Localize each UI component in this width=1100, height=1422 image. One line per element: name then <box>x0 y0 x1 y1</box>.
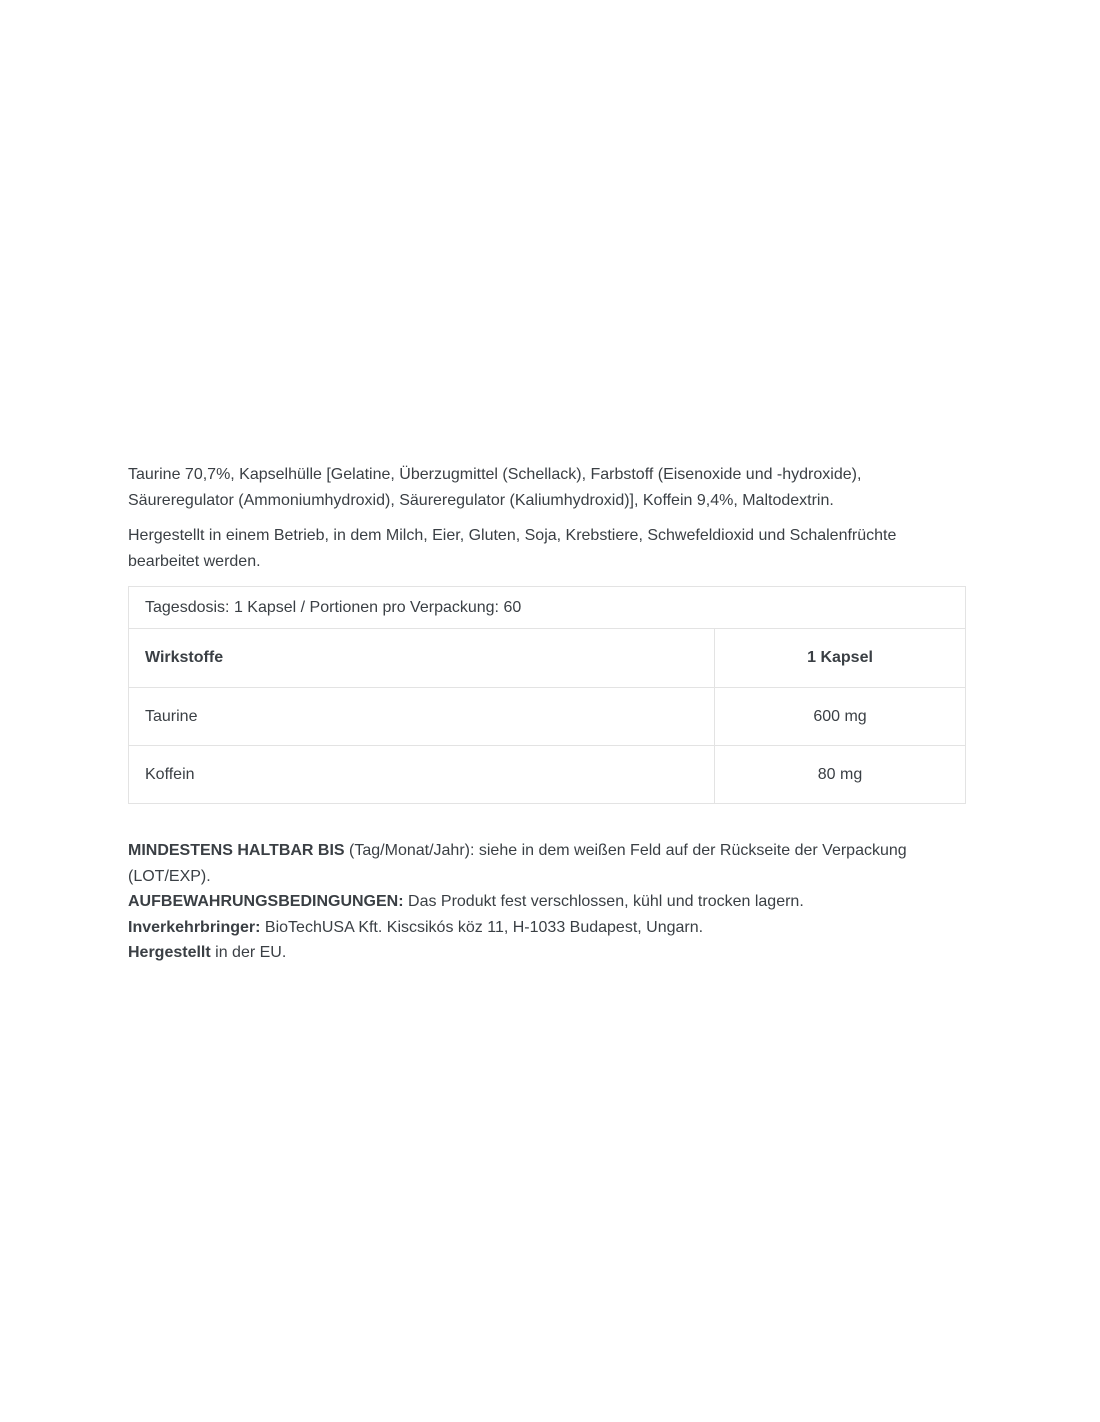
made-in-line <box>128 940 966 966</box>
nutrition-table <box>128 586 966 804</box>
product-info-section <box>128 462 966 966</box>
dose-row <box>129 587 966 629</box>
header-wirkstoffe: Wirkstoffe <box>129 629 715 688</box>
best-before-label: MINDESTENS HALTBAR BIS <box>128 842 345 859</box>
ingredients-text: Taurine 70,7%, Kapselhülle [Gelatine, Überzugmittel (Schellack), Farbstoff (Eisenoxide und -hydroxide), Säureregulator (Ammoniumhydroxid), Säureregulator (Kaliumhydroxid)], Koffein 9,4%, Maltodextrin. <box>128 466 862 509</box>
best-before-line <box>128 838 966 889</box>
table-header-row <box>129 629 966 688</box>
dose-line: Tagesdosis: 1 Kapsel / Portionen pro Verpackung: 60 <box>129 587 966 629</box>
best-before-text: (Tag/Monat/Jahr): siehe in dem weißen Feld auf der Rückseite der Verpackung (LOT/EXP). <box>128 842 907 885</box>
made-text: in der EU. <box>210 944 287 962</box>
distributor-line <box>128 915 966 941</box>
distributor-text: BioTechUSA Kft. Kiscsikós köz 11, H-1033 Budapest, Ungarn. <box>260 918 704 936</box>
made-label: Hergestellt <box>128 944 211 962</box>
row-name: Koffein <box>129 746 715 804</box>
row-name: Taurine <box>129 688 715 746</box>
storage-line <box>128 889 966 915</box>
row-value: 80 mg <box>715 746 966 804</box>
table-row <box>129 746 966 804</box>
allergen-text: Hergestellt in einem Betrieb, in dem Milch, Eier, Gluten, Soja, Krebstiere, Schwefeldioxid und Schalenfrüchte bearbeitet werden. <box>128 527 897 570</box>
storage-text: Das Produkt fest verschlossen, kühl und trocken lagern. <box>403 893 804 911</box>
row-value: 600 mg <box>715 688 966 746</box>
storage-label: AUFBEWAHRUNGSBEDINGUNGEN: <box>128 893 404 911</box>
distributor-label: Inverkehrbringer: <box>128 918 261 936</box>
header-per-capsule: 1 Kapsel <box>715 629 966 688</box>
additional-info <box>128 838 966 966</box>
table-row <box>129 688 966 746</box>
